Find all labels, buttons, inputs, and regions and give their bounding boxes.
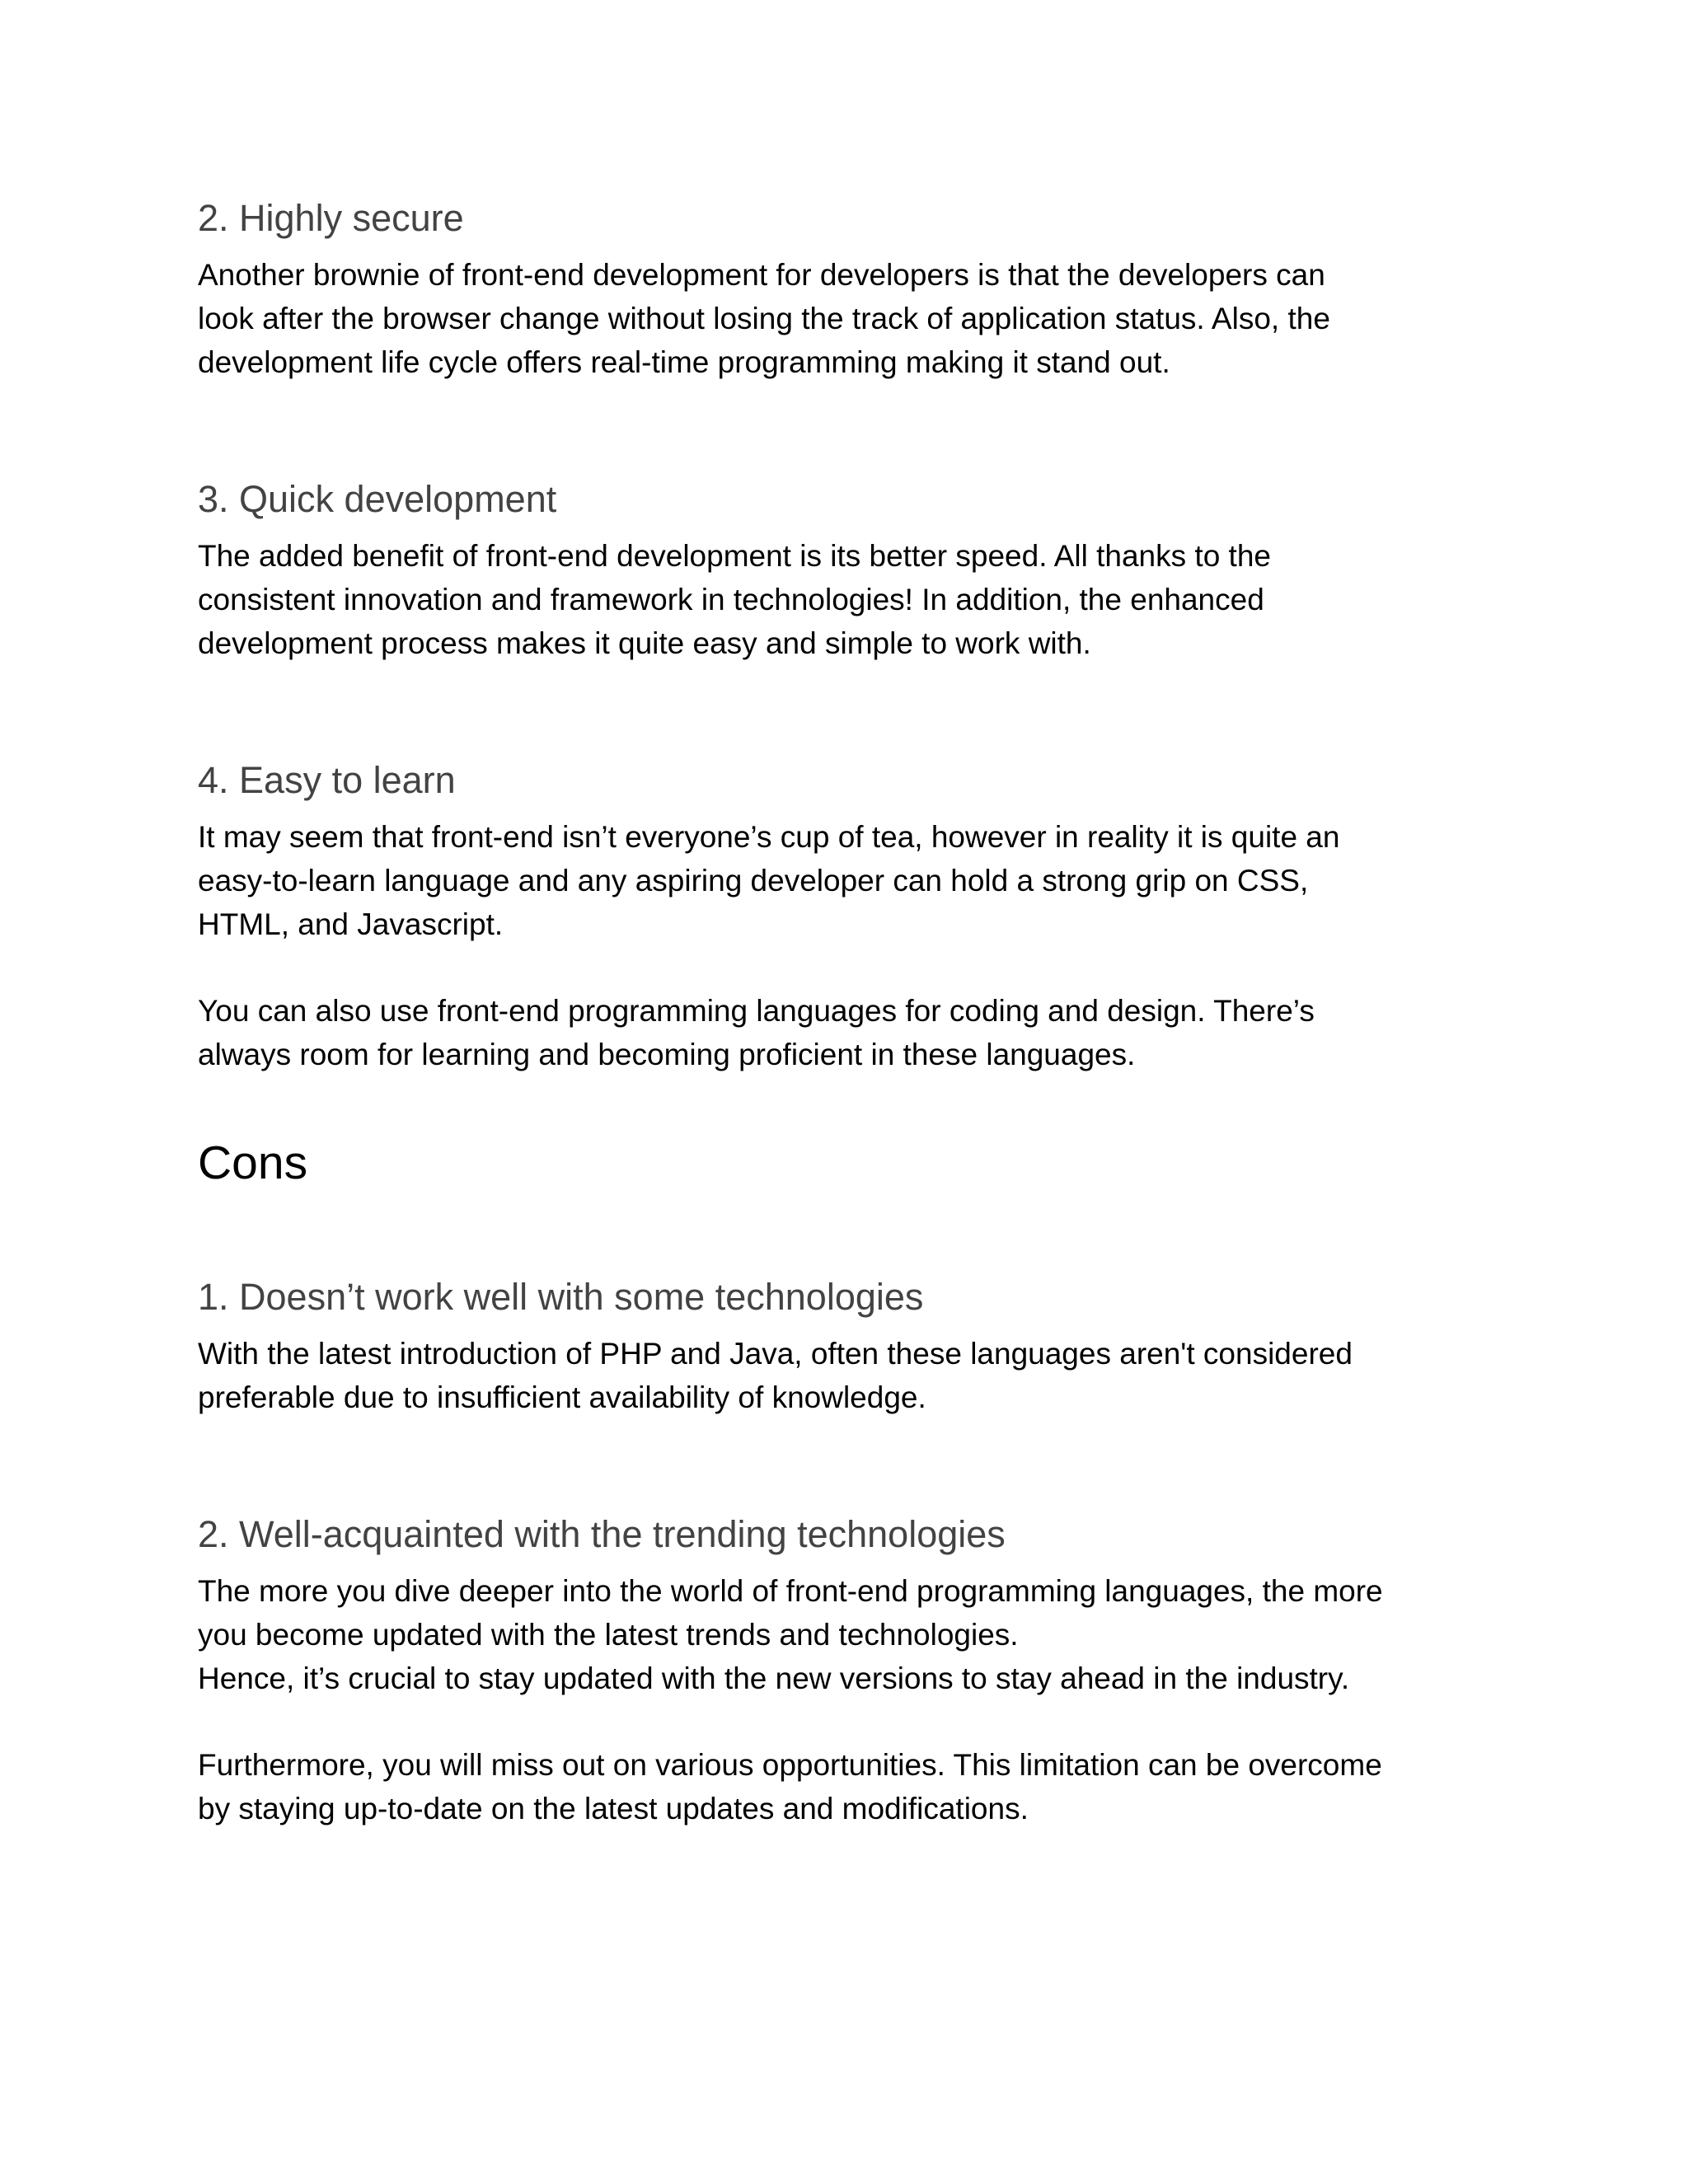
section-highly-secure bbox=[198, 195, 1517, 384]
paragraph-line: Hence, it’s crucial to stay updated with the new versions to stay ahead in the industry. bbox=[198, 1661, 1350, 1695]
paragraph-line: Furthermore, you will miss out on various opportunities. This limitation can be overcome bbox=[198, 1748, 1382, 1782]
paragraph-line: development life cycle offers real-time programming making it stand out. bbox=[198, 345, 1170, 379]
paragraph-quick-development bbox=[198, 534, 1517, 665]
section-easy-to-learn bbox=[198, 757, 1517, 1076]
paragraph-line: You can also use front-end programming languages for coding and design. There’s bbox=[198, 994, 1315, 1028]
heading-highly-secure: 2. Highly secure bbox=[198, 197, 464, 239]
heading-well-acquainted: 2. Well-acquainted with the trending technologies bbox=[198, 1513, 1006, 1555]
heading-cons: Cons bbox=[198, 1137, 308, 1189]
paragraph-line: consistent innovation and framework in technologies! In addition, the enhanced bbox=[198, 583, 1264, 616]
document-content bbox=[198, 195, 1517, 1830]
heading-quick-development: 3. Quick development bbox=[198, 478, 557, 520]
paragraph-line: easy-to-learn language and any aspiring developer can hold a strong grip on CSS, bbox=[198, 864, 1309, 898]
paragraph-line: by staying up-to-date on the latest updates and modifications. bbox=[198, 1792, 1029, 1825]
paragraph-highly-secure bbox=[198, 253, 1517, 384]
section-well-acquainted bbox=[198, 1511, 1517, 1830]
paragraph-doesnt-work-well bbox=[198, 1332, 1517, 1419]
paragraph-easy-to-learn-1 bbox=[198, 815, 1517, 946]
paragraph-line: HTML, and Javascript. bbox=[198, 907, 504, 941]
section-quick-development bbox=[198, 476, 1517, 665]
paragraph-easy-to-learn-2 bbox=[198, 989, 1517, 1076]
heading-doesnt-work-well: 1. Doesn’t work well with some technologies bbox=[198, 1276, 924, 1318]
paragraph-line: With the latest introduction of PHP and Java, often these languages aren't considered bbox=[198, 1337, 1353, 1371]
paragraph-well-acquainted-2 bbox=[198, 1743, 1517, 1830]
paragraph-line: look after the browser change without losing the track of application status. Also, the bbox=[198, 302, 1330, 335]
paragraph-line: Another brownie of front-end development for developers is that the developers can bbox=[198, 258, 1325, 292]
paragraph-line: The more you dive deeper into the world of front-end programming languages, the more bbox=[198, 1574, 1383, 1608]
section-cons bbox=[198, 1134, 1517, 1192]
paragraph-line: It may seem that front-end isn’t everyone’s cup of tea, however in reality it is quite an bbox=[198, 820, 1340, 854]
paragraph-line: The added benefit of front-end development is its better speed. All thanks to the bbox=[198, 539, 1271, 573]
paragraph-line: preferable due to insufficient availability of knowledge. bbox=[198, 1380, 926, 1414]
paragraph-line: you become updated with the latest trends and technologies. bbox=[198, 1618, 1019, 1652]
paragraph-well-acquainted-1 bbox=[198, 1569, 1517, 1700]
paragraph-line: development process makes it quite easy and simple to work with. bbox=[198, 626, 1091, 660]
heading-easy-to-learn: 4. Easy to learn bbox=[198, 759, 456, 801]
section-doesnt-work-well bbox=[198, 1274, 1517, 1419]
paragraph-line: always room for learning and becoming proficient in these languages. bbox=[198, 1038, 1136, 1071]
